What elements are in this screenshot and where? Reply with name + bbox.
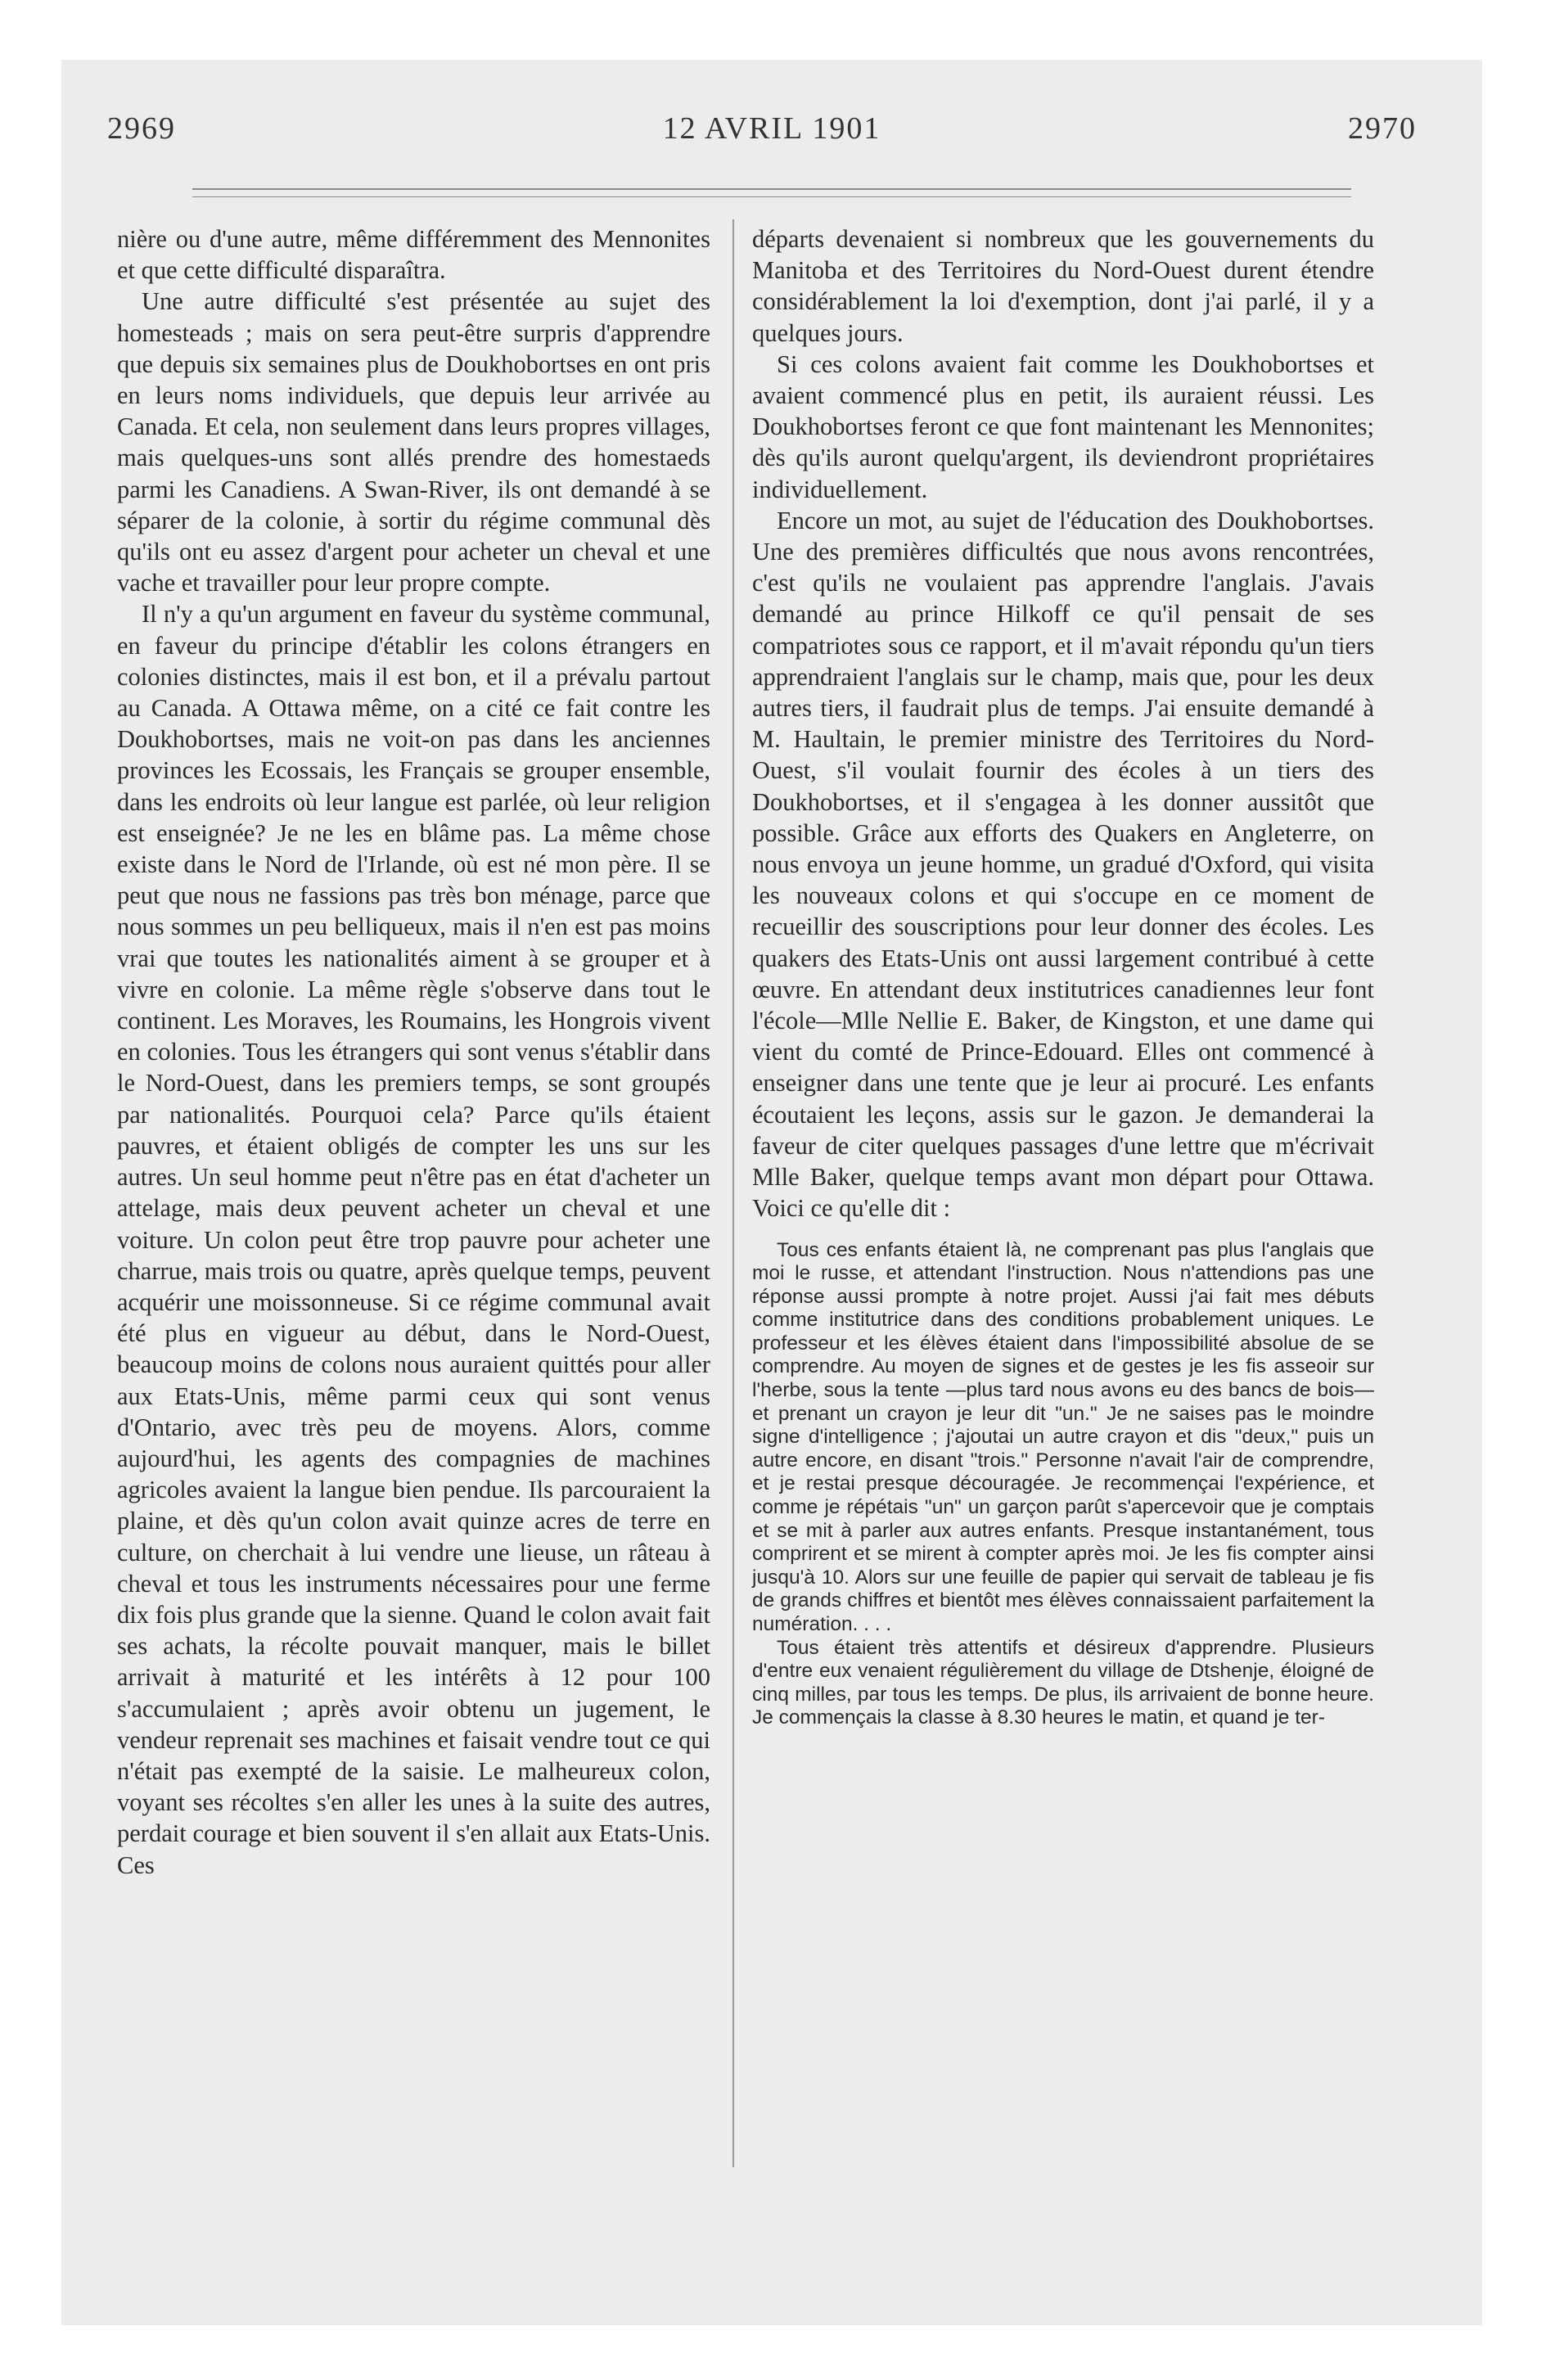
issue-date: 12 AVRIL 1901 xyxy=(662,111,881,146)
quote-paragraph: Tous étaient très attentifs et désireux d'apprendre. Plusieurs d'entre eux venaient régulièrement du village de Dtshenje, éloigné de cinq milles, par tous les temps. De plus, ils arrivaient de bonne heure. Je commençais la classe à 8.30 heures le matin, et quand je ter- xyxy=(752,1636,1374,1729)
left-paragraph: Une autre difficulté s'est présentée au sujet des homesteads ; mais on sera peut-être surpris d'apprendre que depuis six semaines plus de Doukhobortses en ont pris en leurs noms individuels, que depuis leur arrivée au Canada. Et cela, non seulement dans leurs propres villages, mais quelques-uns sont allés prendre des homestaeds parmi les Canadiens. A Swan-River, ils ont demandé à se séparer de la colonie, à sortir du régime communal dès qu'ils ont eu assez d'argent pour acheter un cheval et une vache et travailler pour leur propre compte. xyxy=(117,287,710,597)
left-column xyxy=(117,223,710,1881)
quote-paragraph: Tous ces enfants étaient là, ne comprenant pas plus l'anglais que moi le russe, et attendant l'instruction. Nous n'attendions pas une réponse aussi prompte à notre projet. Aussi j'ai fait mes débuts comme institutrice dans des conditions probablement uniques. Le professeur et les élèves étaient dans l'impossibilité absolue de se comprendre. Au moyen de signes et de gestes je les fis asseoir sur l'herbe, sous la tente —plus tard nous avons eu des bancs de bois— et prenant un crayon je leur dit "un." Je ne saises pas le moindre signe d'intelligence ; j'ajoutai un autre crayon et dis "deux," puis un autre encore, en disant "trois." Personne n'avait l'air de comprendre, et je restai presque découragée. Je recommençai l'expérience, et comme je répétais "un" un garçon parût s'apercevoir que je comptais et se mit à parler aux autres enfants. Presque instantanément, tous comprirent et se mirent à compter après moi. Je les fis compter ainsi jusqu'à 10. Alors sur une feuille de papier qui servait de tableau je fis de grands chiffres et bientôt mes élèves connaissaient parfaitement la numération. . . . xyxy=(752,1238,1374,1635)
left-page-number: 2969 xyxy=(107,111,176,146)
right-paragraph: Si ces colons avaient fait comme les Doukhobortses et avaient commencé plus en petit, ils auraient réussi. Les Doukhobortses feront ce que font maintenant les Mennonites; dès qu'ils auront quelqu'argent, ils deviendront propriétaires individuellement. xyxy=(752,349,1374,503)
right-paragraph: départs devenaient si nombreux que les gouvernements du Manitoba et des Territoires du Nord-Ouest durent étendre considérablement la loi d'exemption, dont j'ai parlé, il y a quelques jours. xyxy=(752,225,1374,347)
right-page-number: 2970 xyxy=(1348,111,1417,146)
column-divider xyxy=(732,219,734,2167)
scanned-page xyxy=(61,60,1482,2325)
right-column xyxy=(752,223,1374,1730)
left-paragraph: nière ou d'une autre, même différemment des Mennonites et que cette difficulté disparaîtra. xyxy=(117,225,710,285)
page-header xyxy=(61,60,1482,223)
header-rule-top xyxy=(192,188,1351,190)
right-paragraph: Encore un mot, au sujet de l'éducation des Doukhobortses. Une des premières difficultés que nous avons rencontrées, c'est qu'ils ne voulaient pas apprendre l'anglais. J'avais demandé au prince Hilkoff ce qu'il pensait de ses compatriotes sous ce rapport, et il m'avait répondu qu'un tiers apprendraient l'anglais sur le champ, mais que, pour les deux autres tiers, il faudrait plus de temps. J'ai ensuite demandé à M. Haultain, le premier ministre des Territoires du Nord-Ouest, s'il voulait fournir des écoles à un tiers des Doukhobortses, et il s'engagea à les donner aussitôt que possible. Grâce aux efforts des Quakers en Angleterre, on nous envoya un jeune homme, un gradué d'Oxford, qui visita les nouveaux colons et qui s'occupe en ce moment de recueillir des souscriptions pour leur donner des écoles. Les quakers des Etats-Unis ont aussi largement contribué à cette œuvre. En attendant deux institutrices canadiennes leur font l'école—Mlle Nellie E. Baker, de Kingston, et une dame qui vient du comté de Prince-Edouard. Elles ont commencé à enseigner dans une tente que je leur ai procuré. Les enfants écoutaient les leçons, assis sur le gazon. Je demanderai la faveur de citer quelques passages d'une lettre que m'écrivait Mlle Baker, quelque temps avant mon départ pour Ottawa. Voici ce qu'elle dit : xyxy=(752,506,1374,1223)
letter-quote xyxy=(752,1239,1374,1730)
left-paragraph: Il n'y a qu'un argument en faveur du système communal, en faveur du principe d'établir les colons étrangers en colonies distinctes, mais il est bon, et il a prévalu partout au Canada. A Ottawa même, on a cité ce fait contre les Doukhobortses, mais ne voit-on pas dans les anciennes provinces les Ecossais, les Français se grouper ensemble, dans les endroits où leur langue est parlée, où leur religion est enseignée? Je ne les en blâme pas. La même chose existe dans le Nord de l'Irlande, où est né mon père. Il se peut que nous ne fassions pas très bon ménage, parce que nous sommes un peu belliqueux, mais il n'en est pas moins vrai que toutes les nationalités aiment à se grouper et à vivre en colonie. La même règle s'observe dans tout le continent. Les Moraves, les Roumains, les Hongrois vivent en colonies. Tous les étrangers qui sont venus s'établir dans le Nord-Ouest, dans les premiers temps, se sont groupés par nationalités. Pourquoi cela? Parce qu'ils étaient pauvres, et étaient obligés de compter les uns sur les autres. Un seul homme peut n'être pas en état d'acheter un attelage, mais deux peuvent acheter un cheval et une voiture. Un colon peut être trop pauvre pour acheter une charrue, mais trois ou quatre, après quelque temps, peuvent acquérir une moissonneuse. Si ce régime communal avait été plus en vigueur au début, dans le Nord-Ouest, beaucoup moins de colons nous auraient quittés pour aller aux Etats-Unis, même parmi ceux qui sont venus d'Ontario, avec très peu de moyens. Alors, comme aujourd'hui, les agents des compagnies de machines agricoles avaient la langue bien pendue. Ils parcouraient la plaine, et dès qu'un colon avait quinze acres de terre en culture, on cherchait à lui vendre une lieuse, un râteau à cheval et tous les instruments nécessaires pour une ferme dix fois plus grande que la sienne. Quand le colon avait fait ses achats, la récolte pouvait manquer, mais le billet arrivait à maturité et les intérêts à 12 pour 100 s'accumulaient ; après avoir obtenu un jugement, le vendeur reprenait ses machines et faisait vendre tout ce qui n'était pas exempté de la saisie. Le malheureux colon, voyant ses récoltes s'en aller les unes à la suite des autres, perdait courage et bien souvent il s'en allait aux Etats-Unis. Ces xyxy=(117,600,711,1879)
header-rule-bottom xyxy=(192,196,1351,197)
